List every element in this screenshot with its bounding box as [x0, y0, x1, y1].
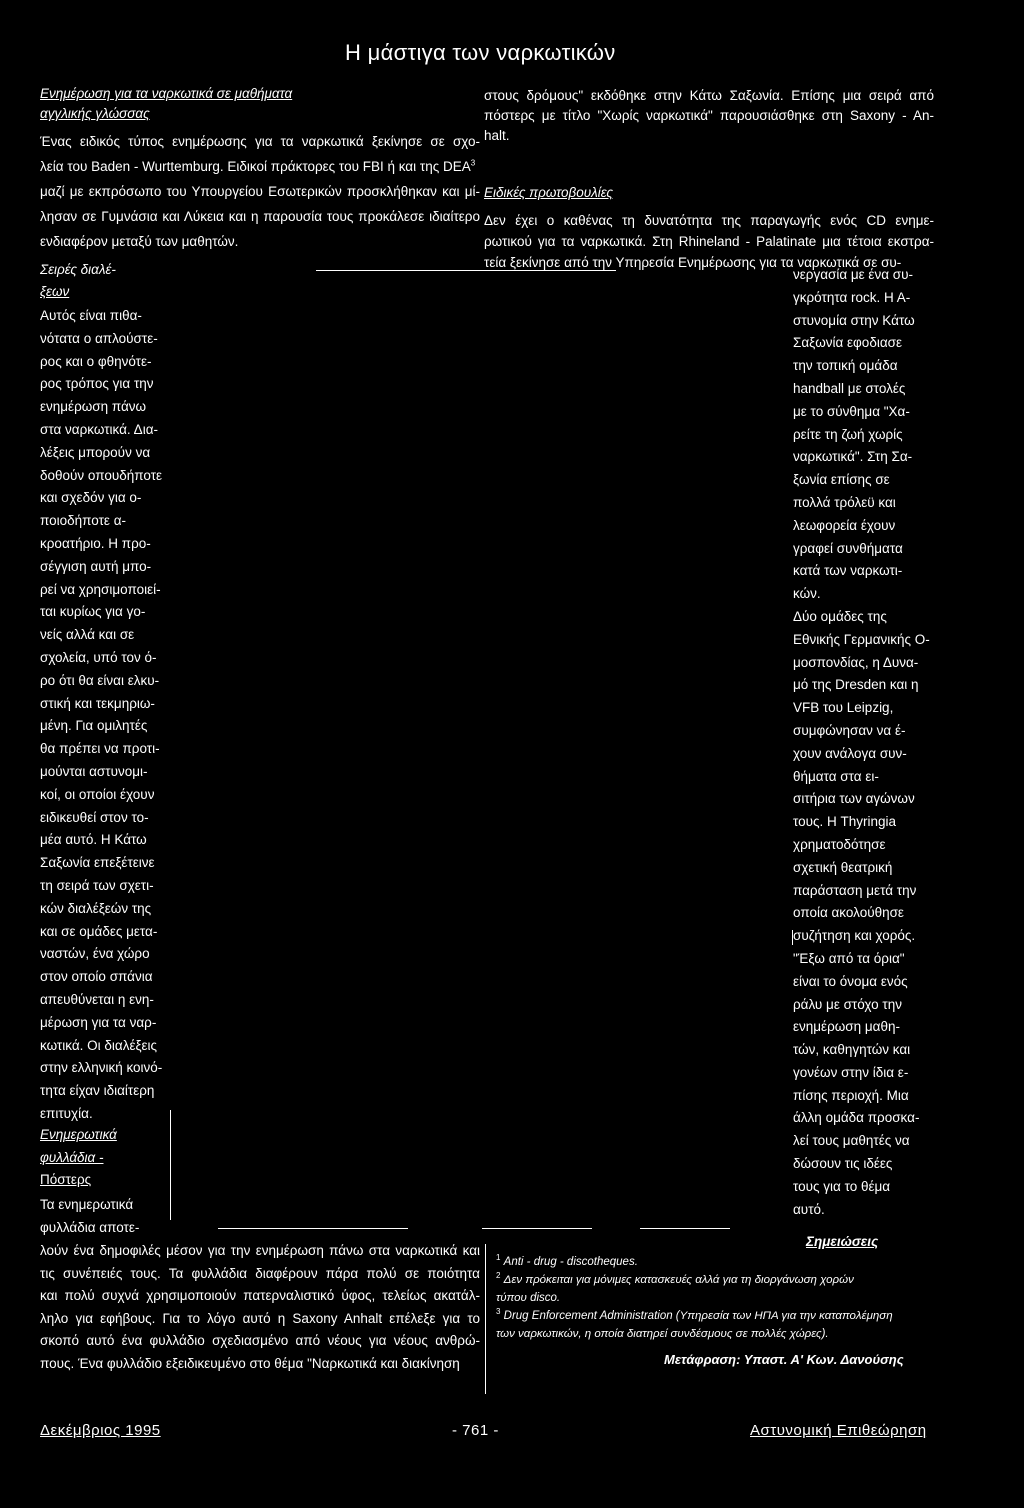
- footer-journal: Αστυνομική Επιθεώρηση: [750, 1422, 927, 1439]
- section-5-body-narrow: [793, 264, 943, 1221]
- text-line: ρο ότι θα είναι ελκυ-: [40, 672, 160, 688]
- text-line: γραφεί συνθήματα: [793, 540, 903, 556]
- text-line: "Έξω από τα όρια": [793, 950, 905, 966]
- text-line: ράλυ με στόχο την: [793, 996, 902, 1012]
- rule-notes-divider: [485, 1244, 486, 1394]
- text-line: λεωφορεία έχουν: [793, 517, 896, 533]
- text-line: Ένας ειδικός τύπος ενημέρωσης για τα ναρκωτικά ξεκίνησε σε σχο-: [40, 134, 480, 149]
- text-line: μένη. Για ομιλητές: [40, 718, 148, 734]
- text-line: νεργασία με ένα συ-: [793, 267, 913, 282]
- text-line: ρος και ο φθηνότε-: [40, 353, 152, 369]
- text-line: πόστερς με τίτλο "Χωρίς ναρκωτικά" παρουσιάσθηκε στη Saxony - An-: [484, 108, 934, 123]
- translator-credit: Μετάφραση: Υπαστ. Α' Κων. Δανούσης: [664, 1352, 904, 1367]
- rule-bottom-middle-2: [482, 1228, 592, 1229]
- text-line: τητα είχαν ιδιαίτερη: [40, 1083, 155, 1099]
- text-line: Δύο ομάδες της: [793, 608, 887, 624]
- text-line: ποιοδήποτε α-: [40, 513, 127, 529]
- text-line: κωτικά. Οι διαλέξεις: [40, 1037, 158, 1053]
- text-line: απευθύνεται η ενη-: [40, 991, 154, 1007]
- text-line: οποία ακολούθησε: [793, 905, 904, 921]
- text-line: θήματα στα ει-: [793, 768, 879, 784]
- section-heading-initiatives: Ειδικές πρωτοβουλίες: [484, 185, 613, 200]
- text-line: κών.: [793, 586, 821, 602]
- text-line: σκοπό αυτό ένα φυλλάδιο σχεδιασμένο από νέους για νέους ανθρώ-: [40, 1333, 480, 1349]
- text-line: πολλά τρόλεϋ και: [793, 494, 896, 510]
- text-line: δοθούν οπουδήποτε: [40, 467, 163, 483]
- text-line: μούνται αστυνομι-: [40, 763, 148, 779]
- notes-heading: Σημειώσεις: [806, 1234, 879, 1249]
- text-line: κοί, οι οποίοι έχουν: [40, 786, 155, 802]
- text-line: ρεί να χρησιμοποιεί-: [40, 581, 161, 597]
- text-line: ξωνία επίσης σε: [793, 472, 890, 488]
- footnote-3: $^3$ Drug Enforcement Administration (Υπηρεσία των ΗΠΑ για την καταπολέμηση: [496, 1307, 893, 1322]
- section-1-body: [40, 129, 480, 254]
- text-line: γονέων στην ίδια ε-: [793, 1064, 909, 1080]
- text-line: μαζί με εκπρόσωπο του Υπουργείου Εσωτερικών προσκλήθηκαν και μί-: [40, 184, 480, 199]
- text-line: μέα αυτό. Η Κάτω: [40, 832, 147, 848]
- text-line: ρος τρόπος για την: [40, 376, 154, 392]
- text-line: την τοπική ομάδα: [793, 358, 898, 374]
- text-line: σιτήρια των αγώνων: [793, 791, 915, 807]
- rule-bottom-middle-3: [640, 1228, 730, 1229]
- page-title: Η μάστιγα των ναρκωτικών: [345, 40, 616, 65]
- text-line: συζήτηση και χορός.: [793, 928, 916, 944]
- text-line: σχολεία, υπό τον ό-: [40, 649, 157, 665]
- text-line: στική και τεκμηριω-: [40, 695, 155, 711]
- text-line: χουν ανάλογα συν-: [793, 745, 907, 761]
- section-heading-lectures-line1: Σειρές διαλέ-: [40, 262, 116, 277]
- text-line: ενημέρωση μαθη-: [793, 1019, 900, 1035]
- text-line: Σαξωνία επεξέτεινε: [40, 855, 155, 871]
- text-line: Τα ενημερωτικά: [40, 1197, 134, 1212]
- footnote-2-cont: τύπου disco.: [496, 1292, 561, 1304]
- section-heading-vocabulary-line2: αγγλικής γλώσσας: [40, 106, 150, 121]
- text-line: λούν ένα δημοφιλές μέσον για την ενημέρωση πάνω στα ναρκωτικά και: [40, 1243, 480, 1258]
- text-line: γκρότητα rock. Η Α-: [793, 289, 911, 305]
- section-heading-leaflets-line1: Ενημερωτικά: [40, 1127, 117, 1142]
- text-line: δώσουν τις ιδέες: [793, 1156, 893, 1172]
- text-line: και σε ομάδες μετα-: [40, 923, 158, 939]
- text-line: ενημέρωση πάνω: [40, 399, 147, 415]
- text-line: πους. Ένα φυλλάδιο εξειδικευμένο στο θέμα "Ναρκωτικά και διακίνηση: [40, 1355, 460, 1371]
- footnote-2: $^2$ Δεν πρόκειται για μόνιμες κατασκευές αλλά για τη διοργάνωση χορών: [496, 1271, 854, 1286]
- text-line: στον οποίο σπάνια: [40, 969, 153, 985]
- text-line: τους για το θέμα: [793, 1178, 891, 1194]
- text-line: halt.: [484, 128, 510, 143]
- text-line: τεία ξεκίνησε από την Υπηρεσία Ενημέρωσης για τα ναρκωτικά σε συ-: [484, 255, 902, 270]
- text-line: στην ελληνική κοινό-: [40, 1060, 163, 1076]
- text-line: λεία του Baden - Wurttemburg. Ειδικοί πράκτορες του FBI ή και της DEA$^3$: [40, 158, 476, 174]
- rule-vertical-right: [792, 930, 793, 945]
- text-line: νότατα ο απλούστε-: [40, 330, 158, 346]
- text-line: σχετική θεατρική: [793, 859, 893, 875]
- text-line: χρηματοδότησε: [793, 836, 886, 852]
- text-line: τη σειρά των σχετι-: [40, 877, 154, 893]
- text-line: ναστών, ένα χώρο: [40, 946, 150, 962]
- text-line: τους. Η Thyringia: [793, 814, 897, 830]
- text-line: Δεν έχει ο καθένας τη δυνατότητα της παραγωγής ενός CD ενημε-: [484, 213, 934, 228]
- section-3-body-wide: [40, 1240, 480, 1376]
- text-line: θα πρέπει να προτι-: [40, 741, 160, 757]
- text-line: handball με στολές: [793, 380, 906, 396]
- text-line: τών, καθηγητών και: [793, 1042, 911, 1058]
- text-line: με το σύνθημα "Χα-: [793, 403, 910, 419]
- text-line: ναρκωτικά". Στη Σα-: [793, 449, 913, 465]
- text-line: μοσπονδίας, η Δυνα-: [793, 654, 919, 670]
- text-line: κροατήριο. Η προ-: [40, 535, 151, 551]
- rule-top-middle: [316, 270, 616, 271]
- text-line: Εθνικής Γερμανικής Ο-: [793, 631, 930, 647]
- footnote-1: $^1$ Anti - drug - discotheques.: [496, 1253, 638, 1268]
- text-line: VFB του Leipzig,: [793, 700, 894, 716]
- text-line: και σχεδόν για ο-: [40, 490, 142, 506]
- footer-page-number: - 761 -: [452, 1422, 499, 1439]
- section-heading-lectures-line2: ξεων: [40, 284, 70, 299]
- text-line: Σαξωνία εφοδιασε: [793, 335, 902, 351]
- text-line: κών διαλέξεών της: [40, 900, 152, 916]
- text-line: ρείτε τη ζωή χωρίς: [793, 426, 903, 442]
- text-line: είναι το όνομα ενός: [793, 973, 908, 989]
- text-line: αυτό.: [793, 1201, 825, 1217]
- text-line: παράσταση μετά την: [793, 882, 917, 898]
- text-line: ρωτικού για τα ναρκωτικά. Στη Rhineland - Palatinate μια τέτοια εκστρα-: [484, 234, 934, 249]
- text-line: στους δρόμους" εκδόθηκε στην Κάτω Σαξωνία. Επίσης μια σειρά από: [484, 88, 934, 103]
- text-line: τις συνέπειές τους. Τα φυλλάδια διαφέρουν πάρα πολύ σε ποιότητα: [40, 1265, 480, 1281]
- section-heading-leaflets-line2: φυλλάδια -: [40, 1150, 104, 1165]
- text-line: Αυτός είναι πιθα-: [40, 308, 142, 323]
- rule-bottom-middle-1: [218, 1228, 408, 1229]
- section-4-body: [484, 86, 934, 146]
- text-line: λέξεις μπορούν να: [40, 444, 151, 460]
- section-heading-leaflets-line3: Πόστερς: [40, 1172, 92, 1187]
- footnote-marker: 3: [470, 158, 476, 168]
- text-line: κατά των ναρκωτι-: [793, 563, 903, 579]
- text-line: συμφώνησαν να έ-: [793, 722, 906, 738]
- text-line: ται κυρίως για γο-: [40, 604, 146, 620]
- text-line: λησαν σε Γυμνάσια και Λύκεια και η παρουσία τους προκάλεσε ιδιαίτερο: [40, 209, 480, 224]
- text-line: ειδικευθεί στον το-: [40, 809, 149, 825]
- text-line: στα ναρκωτικά. Δια-: [40, 421, 158, 437]
- text-line: και πολύ συχνά χρησιμοποιούν πατερναλιστικό ύφος, τελείως ακατάλ-: [40, 1288, 480, 1304]
- text-line: φυλλάδια αποτε-: [40, 1219, 140, 1235]
- text-line: μό της Dresden και η: [793, 677, 919, 693]
- section-2-body: [40, 305, 166, 1126]
- text-line: σέγγιση αυτή μπο-: [40, 558, 152, 574]
- text-line: στυνομία στην Κάτω: [793, 312, 915, 328]
- text-line: ληλο για εφήβους. Για το λόγο αυτό η Saxony Anhalt επέλεξε για το: [40, 1310, 480, 1326]
- footer-date: Δεκέμβριος 1995: [40, 1422, 161, 1439]
- text-line: μέρωση για τα ναρ-: [40, 1014, 157, 1030]
- text-line: επιτυχία.: [40, 1105, 93, 1121]
- section-3-body-narrow: [40, 1194, 166, 1240]
- text-line: νείς αλλά και σε: [40, 627, 135, 643]
- text-line: λεί τους μαθητές να: [793, 1133, 910, 1149]
- section-heading-vocabulary-line1: Ενημέρωση για τα ναρκωτικά σε μαθήματα: [40, 86, 293, 101]
- text-line: άλλη ομάδα προσκα-: [793, 1110, 920, 1126]
- text-line: ενδιαφέρον μεταξύ των μαθητών.: [40, 234, 239, 249]
- footnote-3-cont: των ναρκωτικών, η οποία διατηρεί συνδέσμους σε πολλές χώρες).: [496, 1328, 829, 1340]
- rule-vertical-left: [170, 1110, 171, 1220]
- text-line: πίσης περιοχή. Μια: [793, 1087, 909, 1103]
